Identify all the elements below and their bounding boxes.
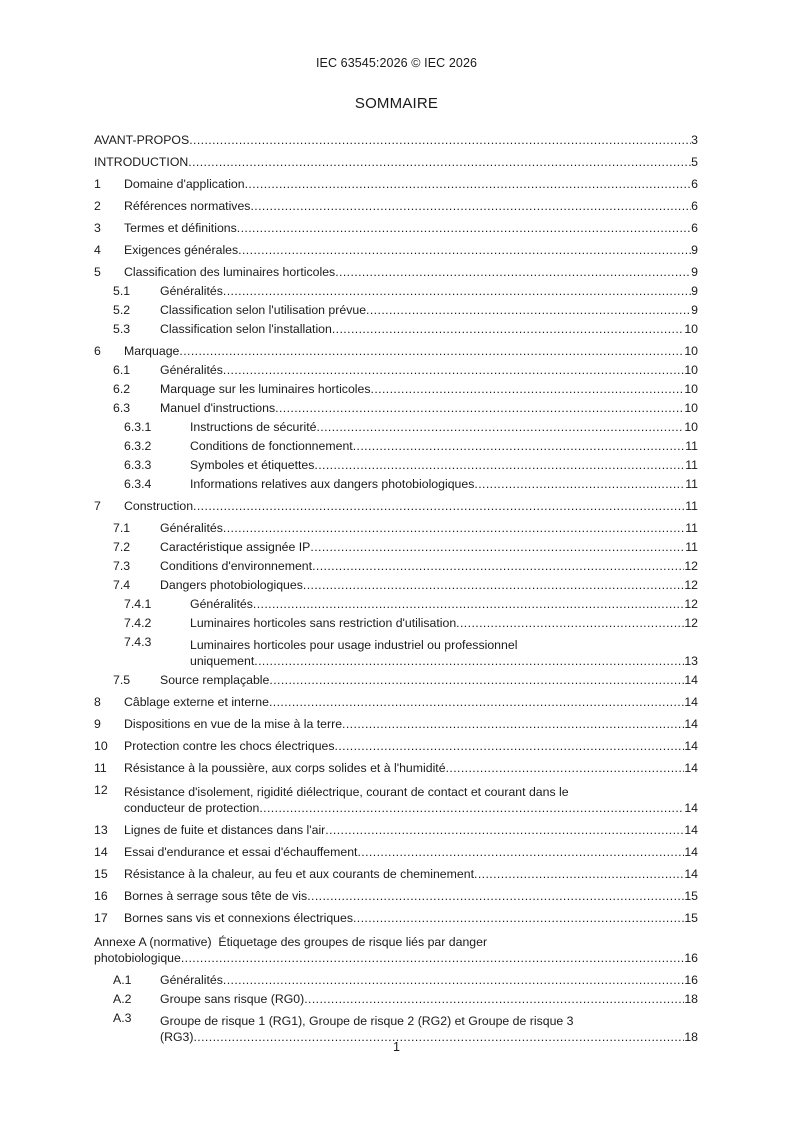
- toc-label: Références normatives: [124, 199, 251, 213]
- toc-page: 6: [691, 177, 698, 191]
- toc-entry-7-1[interactable]: [94, 514, 698, 536]
- toc-entry-6-2[interactable]: [94, 378, 698, 397]
- toc-label: Conditions d'environnement: [160, 559, 313, 573]
- dot-leader: [188, 154, 691, 170]
- toc-entry-6-3-4[interactable]: [94, 473, 698, 492]
- toc-number: 7.4: [113, 578, 131, 592]
- dot-leader: [366, 302, 691, 318]
- toc-number: 15: [94, 867, 108, 881]
- dot-leader: [223, 283, 691, 299]
- toc-number: 2: [94, 199, 101, 213]
- toc-page: 6: [691, 199, 698, 213]
- dot-leader: [189, 132, 691, 148]
- dot-leader: [316, 419, 684, 435]
- toc-entry-6-3-1[interactable]: [94, 416, 698, 435]
- toc-page: 15: [684, 889, 698, 903]
- toc-number: 3: [94, 221, 101, 235]
- dot-leader: [179, 343, 684, 359]
- toc-label-line1: Groupe de risque 1 (RG1), Groupe de risque 2 (RG2) et Groupe de risque 3: [160, 1014, 574, 1028]
- toc-entry-6-3[interactable]: [94, 397, 698, 416]
- toc-page: 16: [684, 951, 698, 965]
- toc-label: Conditions de fonctionnement: [190, 439, 353, 453]
- document-header: IEC 63545:2026 © IEC 2026: [315, 56, 478, 70]
- toc-entry-6-1[interactable]: [94, 359, 698, 378]
- toc-entry-4[interactable]: [94, 236, 698, 258]
- toc-entry-7-5[interactable]: [94, 669, 698, 688]
- toc-number: 17: [94, 911, 108, 925]
- toc-number: 6.3.1: [124, 420, 152, 434]
- toc-number: 1: [94, 177, 101, 191]
- toc-entry-7[interactable]: [94, 492, 698, 514]
- dot-leader: [335, 264, 691, 280]
- toc-entry-6-3-3[interactable]: [94, 454, 698, 473]
- toc-number: 5.3: [113, 322, 131, 336]
- toc-entry-5[interactable]: [94, 258, 698, 280]
- toc-entry-7-4-2[interactable]: [94, 612, 698, 631]
- toc-page: 11: [685, 521, 698, 535]
- toc-entry-9[interactable]: [94, 710, 698, 732]
- toc-page: 10: [684, 363, 698, 377]
- toc-number: 7.1: [113, 521, 131, 535]
- toc-page: 11: [685, 477, 698, 491]
- toc-page: 10: [684, 344, 698, 358]
- toc-page: 18: [684, 1030, 698, 1044]
- toc-label: Luminaires horticoles sans restriction d'utilisation: [190, 616, 457, 630]
- toc-entry-7-2[interactable]: [94, 536, 698, 555]
- toc-page: 13: [684, 654, 698, 668]
- toc-label: INTRODUCTION: [94, 155, 189, 169]
- toc-number: A.1: [113, 973, 132, 987]
- dot-leader: [310, 539, 685, 555]
- toc-label: Instructions de sécurité: [190, 420, 317, 434]
- toc-entry-7-4[interactable]: [94, 574, 698, 593]
- toc-label: Classification des luminaires horticoles: [124, 265, 336, 279]
- toc-page: 11: [685, 458, 698, 472]
- toc-page: 14: [684, 801, 698, 815]
- dot-leader: [253, 596, 684, 612]
- toc-page: 9: [691, 284, 698, 298]
- dot-leader: [325, 822, 684, 838]
- toc-page: 14: [684, 823, 698, 837]
- toc-entry-5-3[interactable]: [94, 318, 698, 337]
- toc-label-line1: Luminaires horticoles pour usage industriel ou professionnel: [190, 638, 518, 652]
- toc-label: Source remplaçable: [160, 673, 270, 687]
- toc-number: 16: [94, 889, 108, 903]
- dot-leader: [223, 972, 684, 988]
- toc-number: 5.1: [113, 284, 131, 298]
- toc-number: 6.3: [113, 401, 131, 415]
- toc-label-line2: conducteur de protection: [124, 801, 260, 815]
- toc-entry-annex-a[interactable]: [94, 926, 698, 966]
- toc-label: Protection contre les chocs électriques: [124, 739, 335, 753]
- toc-page: 14: [684, 761, 698, 775]
- toc-number: 11: [94, 761, 107, 775]
- dot-leader: [259, 800, 684, 816]
- dot-leader: [332, 321, 684, 337]
- toc-number: 6.3.4: [124, 477, 152, 491]
- toc-entry-10[interactable]: [94, 732, 698, 754]
- dot-leader: [245, 176, 692, 192]
- toc-label: Dispositions en vue de la mise à la terre: [124, 717, 343, 731]
- toc-number: 7: [94, 499, 101, 513]
- dot-leader: [237, 220, 691, 236]
- toc-label: Caractéristique assignée IP: [160, 540, 311, 554]
- toc-entry-3[interactable]: [94, 214, 698, 236]
- toc-number: 14: [94, 845, 108, 859]
- toc-page: 6: [691, 221, 698, 235]
- toc-entry-16[interactable]: [94, 882, 698, 904]
- dot-leader: [353, 438, 686, 454]
- toc-page: 5: [691, 155, 698, 169]
- toc-entry-15[interactable]: [94, 860, 698, 882]
- toc-label: Bornes sans vis et connexions électriques: [124, 911, 353, 925]
- dot-leader: [275, 400, 684, 416]
- dot-leader: [250, 198, 691, 214]
- toc-label: Dangers photobiologiques: [160, 578, 303, 592]
- toc-page: 14: [684, 867, 698, 881]
- toc-page: 18: [684, 992, 698, 1006]
- toc-page: 9: [691, 243, 698, 257]
- toc-entry-7-4-1[interactable]: [94, 593, 698, 612]
- toc-label: Essai d'endurance et essai d'échauffement: [124, 845, 358, 859]
- toc-page: 14: [684, 739, 698, 753]
- dot-leader: [269, 694, 684, 710]
- dot-leader: [342, 716, 684, 732]
- toc-number: 10: [94, 739, 108, 753]
- toc-number: 6: [94, 344, 101, 358]
- toc-entry-12[interactable]: [94, 776, 698, 816]
- dot-leader: [303, 577, 684, 593]
- toc-label: AVANT-PROPOS: [94, 133, 190, 147]
- dot-leader: [357, 844, 684, 860]
- toc-number: 4: [94, 243, 101, 257]
- toc-page: 10: [684, 322, 698, 336]
- toc-label-line2: uniquement: [190, 654, 255, 668]
- toc-page: 14: [684, 673, 698, 687]
- dot-leader: [314, 457, 685, 473]
- toc-entry-11[interactable]: [94, 754, 698, 776]
- toc-label: Généralités: [160, 521, 223, 535]
- toc-page: 3: [691, 133, 698, 147]
- toc-label: Résistance à la poussière, aux corps solides et à l'humidité: [124, 761, 446, 775]
- toc-label: Marquage sur les luminaires horticoles: [160, 382, 371, 396]
- toc-entry-8[interactable]: [94, 688, 698, 710]
- dot-leader: [446, 760, 685, 776]
- toc-label: Câblage externe et interne: [124, 695, 269, 709]
- toc-label-line1: Résistance d'isolement, rigidité diélectrique, courant de contact et courant dans le: [124, 785, 569, 799]
- page-number: 1: [393, 1040, 400, 1054]
- dot-leader: [371, 381, 685, 397]
- toc-page: 11: [685, 439, 698, 453]
- toc-entry-5-2[interactable]: [94, 299, 698, 318]
- toc-number: 7.4.3: [124, 635, 152, 649]
- toc-page: 12: [684, 616, 698, 630]
- toc-page: 9: [691, 303, 698, 317]
- toc-entry-a-1[interactable]: [94, 966, 698, 988]
- toc-label: Construction: [124, 499, 194, 513]
- toc-label-line2: photobiologique: [94, 951, 181, 965]
- toc-entry-6[interactable]: [94, 337, 698, 359]
- toc-number: 7.3: [113, 559, 131, 573]
- toc-number: 6.3.2: [124, 439, 152, 453]
- toc-number: 7.4.1: [124, 597, 152, 611]
- dot-leader: [254, 653, 684, 669]
- dot-leader: [223, 520, 685, 536]
- toc-label: Marquage: [124, 344, 180, 358]
- toc-label: Exigences générales: [124, 243, 239, 257]
- toc-entry-5-1[interactable]: [94, 280, 698, 299]
- toc-label: Résistance à la chaleur, au feu et aux courants de cheminement: [124, 867, 474, 881]
- toc-page: 10: [684, 420, 698, 434]
- toc-page: 10: [684, 382, 698, 396]
- toc-number: 5: [94, 265, 101, 279]
- toc-entry-7-3[interactable]: [94, 555, 698, 574]
- dot-leader: [335, 738, 685, 754]
- dot-leader: [474, 476, 685, 492]
- dot-leader: [456, 615, 684, 631]
- toc-page: 15: [684, 911, 698, 925]
- toc-number: 7.2: [113, 540, 131, 554]
- toc-entry-introduction[interactable]: [94, 148, 698, 170]
- toc-label-line2: (RG3): [160, 1030, 194, 1044]
- dot-leader: [304, 991, 684, 1007]
- toc-label: Généralités: [160, 284, 223, 298]
- toc-label: Généralités: [190, 597, 253, 611]
- toc-entry-a-2[interactable]: [94, 988, 698, 1007]
- dot-leader: [223, 362, 684, 378]
- toc-entry-1[interactable]: [94, 170, 698, 192]
- toc-label: Termes et définitions: [124, 221, 237, 235]
- page-title: SOMMAIRE: [354, 95, 439, 112]
- toc-label: Informations relatives aux dangers photobiologiques: [190, 477, 475, 491]
- toc-page: 12: [684, 578, 698, 592]
- toc-page: 10: [684, 401, 698, 415]
- toc-label: Manuel d'instructions: [160, 401, 276, 415]
- toc-page: 12: [684, 559, 698, 573]
- toc-entry-17[interactable]: [94, 904, 698, 926]
- toc-label: Symboles et étiquettes: [190, 458, 315, 472]
- toc-entry-2[interactable]: [94, 192, 698, 214]
- dot-leader: [353, 910, 684, 926]
- dot-leader: [181, 950, 684, 966]
- dot-leader: [307, 888, 684, 904]
- toc-label: Bornes à serrage sous tête de vis: [124, 889, 308, 903]
- toc-number: A.2: [113, 992, 132, 1006]
- toc-page: 11: [685, 540, 698, 554]
- dot-leader: [312, 558, 684, 574]
- toc-number: 5.2: [113, 303, 131, 317]
- toc-number: A.3: [113, 1011, 132, 1025]
- toc-label: Généralités: [160, 973, 223, 987]
- table-of-contents: [94, 126, 698, 1045]
- toc-number: 7.4.2: [124, 616, 152, 630]
- toc-number: 8: [94, 695, 101, 709]
- toc-number: 12: [94, 783, 108, 797]
- toc-page: 11: [685, 499, 698, 513]
- toc-number: 9: [94, 717, 101, 731]
- toc-label-line1: Annexe A (normative) Étiquetage des groupes de risque liés par danger: [94, 935, 488, 949]
- toc-number: 6.3.3: [124, 458, 152, 472]
- toc-entry-avant-propos[interactable]: [94, 126, 698, 148]
- toc-number: 7.5: [113, 673, 131, 687]
- dot-leader: [474, 866, 684, 882]
- toc-number: 6.2: [113, 382, 131, 396]
- toc-label: Généralités: [160, 363, 223, 377]
- toc-page: 16: [684, 973, 698, 987]
- toc-label: Groupe sans risque (RG0): [160, 992, 305, 1006]
- toc-entry-14[interactable]: [94, 838, 698, 860]
- dot-leader: [269, 672, 684, 688]
- toc-entry-6-3-2[interactable]: [94, 435, 698, 454]
- toc-entry-7-4-3[interactable]: [94, 631, 698, 669]
- toc-label: Classification selon l'utilisation prévue: [160, 303, 367, 317]
- dot-leader: [238, 242, 691, 258]
- toc-label: Domaine d'application: [124, 177, 245, 191]
- toc-entry-13[interactable]: [94, 816, 698, 838]
- toc-page: 9: [691, 265, 698, 279]
- toc-label: Lignes de fuite et distances dans l'air: [124, 823, 326, 837]
- toc-number: 6.1: [113, 363, 131, 377]
- toc-number: 13: [94, 823, 108, 837]
- toc-page: 14: [684, 695, 698, 709]
- toc-page: 14: [684, 845, 698, 859]
- toc-label: Classification selon l'installation: [160, 322, 332, 336]
- toc-page: 14: [684, 717, 698, 731]
- dot-leader: [193, 498, 685, 514]
- toc-page: 12: [684, 597, 698, 611]
